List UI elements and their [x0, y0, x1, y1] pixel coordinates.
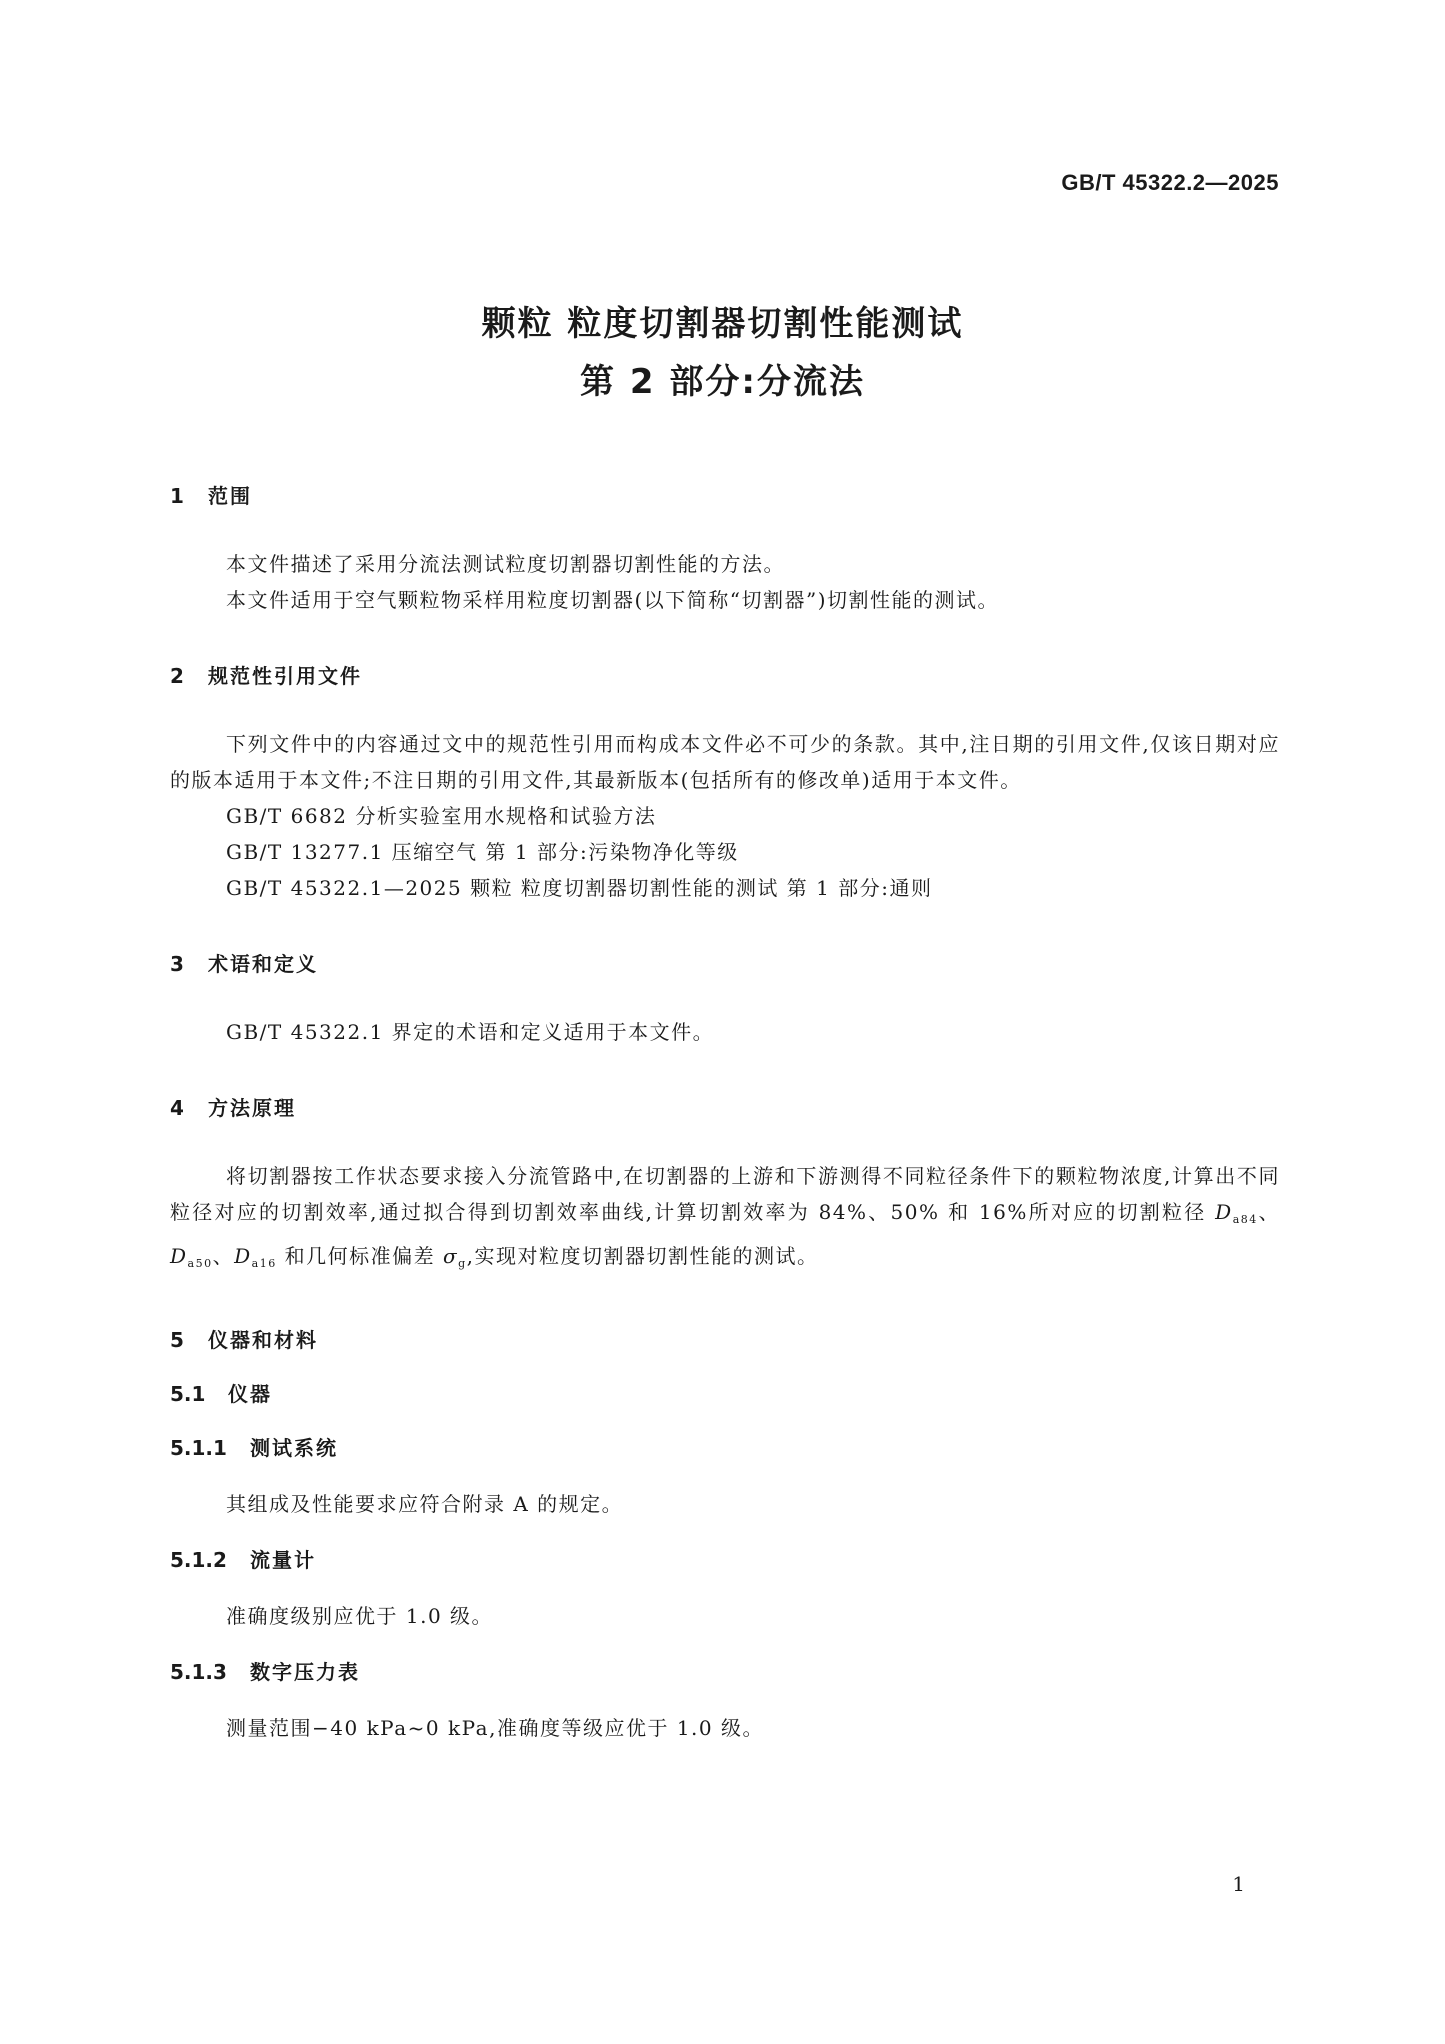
subsection-heading-5-1 [170, 1378, 1280, 1410]
section-title: 规范性引用文件 [208, 664, 362, 688]
standard-code: GB/T 45322.2—2025 [1061, 170, 1279, 195]
section-heading-2 [170, 660, 1280, 692]
symbol-d: D [234, 1244, 252, 1268]
symbol-sigma: σ [442, 1244, 459, 1268]
section-title: 仪器和材料 [208, 1328, 318, 1352]
subscript-a50: a50 [187, 1257, 213, 1270]
subsection-heading-5-1-1 [170, 1432, 1280, 1464]
section-title: 流量计 [250, 1548, 316, 1572]
section-title: 范围 [208, 484, 252, 508]
section-title: 仪器 [228, 1382, 272, 1406]
reference-item: GB/T 45322.1—2025 颗粒 粒度切割器切割性能的测试 第 1 部分:通则 [226, 876, 933, 900]
subscript-a84: a84 [1232, 1213, 1258, 1226]
reference-item: GB/T 6682 分析实验室用水规格和试验方法 [226, 804, 657, 828]
section-title: 术语和定义 [208, 952, 318, 976]
text-run: ,实现对粒度切割器切割性能的测试。 [466, 1244, 819, 1268]
paragraph: 其组成及性能要求应符合附录 A 的规定。 [226, 1492, 624, 1516]
section-heading-4 [170, 1092, 1280, 1124]
section-heading-3 [170, 948, 1280, 980]
section-number: 5.1.1 [170, 1436, 227, 1460]
paragraph: 下列文件中的内容通过文中的规范性引用而构成本文件必不可少的条款。其中,注日期的引用文件,仅该日期对应的版本适用于本文件;不注日期的引用文件,其最新版本(包括所有的修改单)适用于本文件。 [170, 732, 1280, 792]
text-run: 和几何标准偏差 [276, 1244, 443, 1268]
paragraph: 本文件描述了采用分流法测试粒度切割器切割性能的方法。 [226, 552, 785, 576]
symbol-d: D [1215, 1200, 1233, 1224]
subsection-heading-5-1-2 [170, 1544, 1280, 1576]
section-number: 5.1 [170, 1382, 206, 1406]
paragraph: 准确度级别应优于 1.0 级。 [226, 1604, 494, 1628]
section-number: 1 [170, 484, 186, 508]
subscript-g: g [458, 1257, 467, 1270]
document-body [170, 480, 1280, 1746]
document-title-line1: 颗粒 粒度切割器切割性能测试 [481, 304, 964, 344]
document-title-line2: 第 2 部分:分流法 [580, 362, 865, 402]
text-run: 将切割器按工作状态要求接入分流管路中,在切割器的上游和下游测得不同粒径条件下的颗粒物浓度,计算出不同粒径对应的切割效率,通过拟合得到切割效率曲线,计算切割效率为 84%、50% 和 16%所对应的切割粒径 [170, 1164, 1280, 1224]
symbol-d: D [170, 1244, 188, 1268]
section-title: 测试系统 [250, 1436, 338, 1460]
section-number: 3 [170, 952, 186, 976]
subscript-a16: a16 [251, 1257, 277, 1270]
separator: 、 [212, 1244, 235, 1268]
section-heading-5 [170, 1324, 1280, 1356]
paragraph: GB/T 45322.1 界定的术语和定义适用于本文件。 [226, 1020, 715, 1044]
section-number: 2 [170, 664, 186, 688]
section-number: 4 [170, 1096, 186, 1120]
page-number: 1 [1232, 1872, 1245, 1896]
section-title: 方法原理 [208, 1096, 296, 1120]
paragraph: 测量范围−40 kPa~0 kPa,准确度等级应优于 1.0 级。 [226, 1716, 764, 1740]
reference-item: GB/T 13277.1 压缩空气 第 1 部分:污染物净化等级 [226, 840, 739, 864]
section-number: 5 [170, 1328, 186, 1352]
section-number: 5.1.2 [170, 1548, 227, 1572]
section-number: 5.1.3 [170, 1660, 227, 1684]
subsection-heading-5-1-3 [170, 1656, 1280, 1688]
paragraph-method-principle [170, 1158, 1280, 1282]
separator: 、 [1257, 1200, 1280, 1224]
section-title: 数字压力表 [250, 1660, 360, 1684]
paragraph: 本文件适用于空气颗粒物采样用粒度切割器(以下简称“切割器”)切割性能的测试。 [226, 588, 1000, 612]
section-heading-1 [170, 480, 1280, 512]
